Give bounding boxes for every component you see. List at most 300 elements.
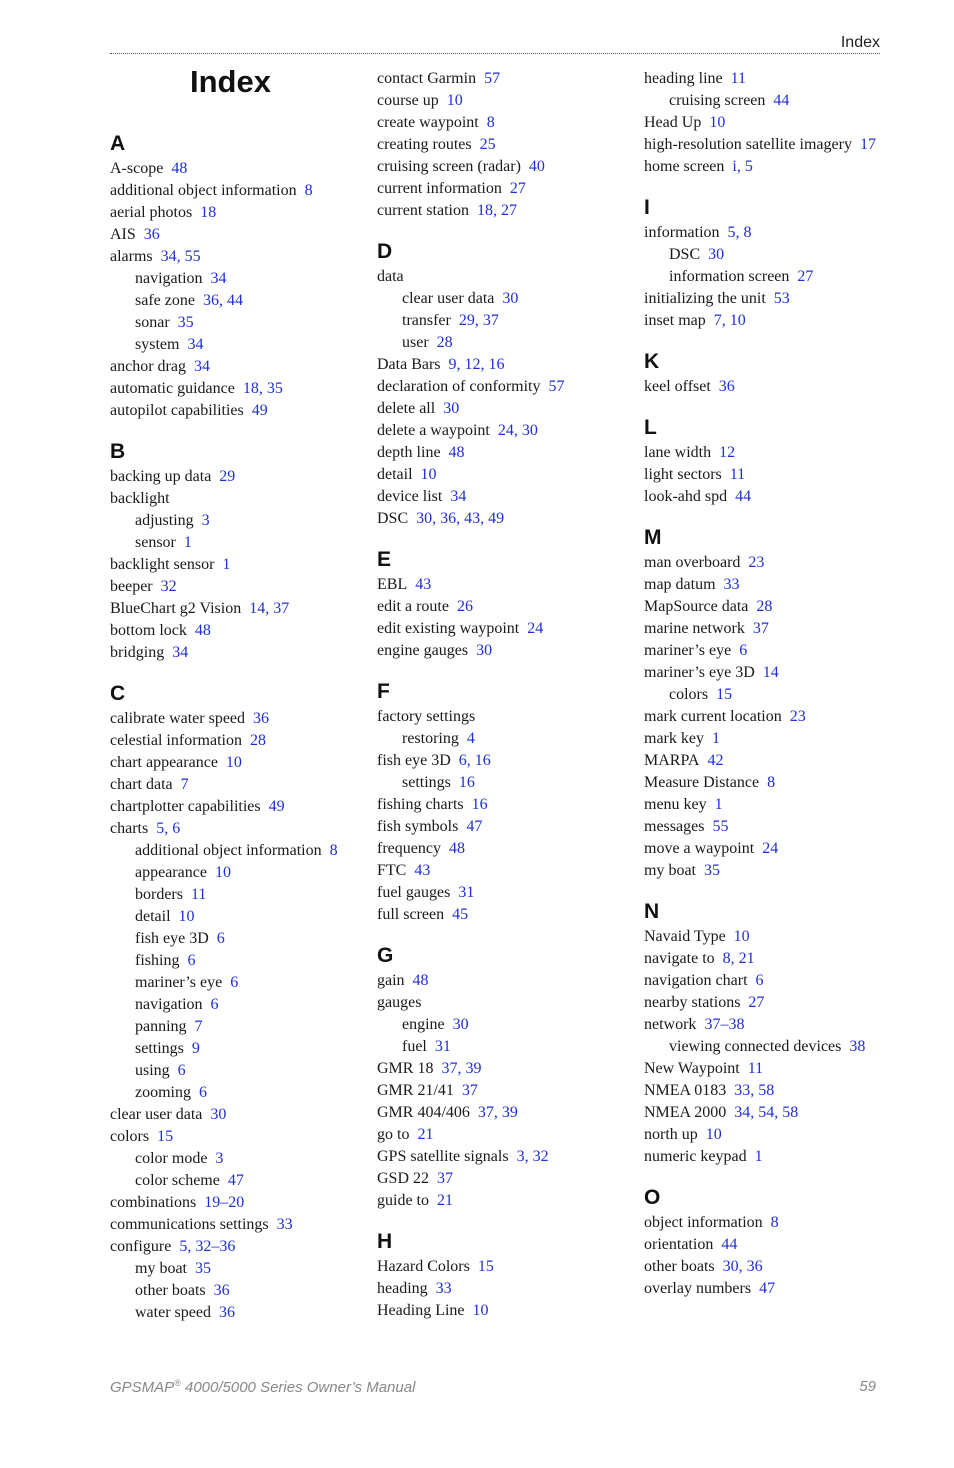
index-entry (377, 508, 637, 530)
page-reference-link[interactable]: 6 (230, 974, 239, 991)
page-reference-link[interactable]: 49 (251, 402, 268, 419)
page-reference-link[interactable]: 43 (415, 576, 432, 593)
index-entry (377, 794, 637, 816)
page-reference-link[interactable]: 3 (201, 512, 210, 529)
index-subentry (110, 994, 370, 1016)
index-entry (644, 948, 904, 970)
page-reference-link[interactable]: 29, 37 (458, 312, 499, 329)
page-reference-link[interactable]: 15 (716, 686, 733, 703)
index-entry (644, 156, 904, 178)
index-term: inset map (644, 312, 706, 329)
page-reference-link[interactable]: 48 (194, 622, 211, 639)
page-reference-link[interactable]: 8 (304, 182, 313, 199)
page-reference-link[interactable]: 10 (178, 908, 195, 925)
page-reference-link[interactable]: 33 (276, 1216, 293, 1233)
index-term: GMR 21/41 (377, 1082, 454, 1099)
page-reference-link[interactable]: 32 (160, 578, 177, 595)
index-entry (110, 818, 370, 840)
index-entry (110, 642, 370, 664)
page-reference-link[interactable]: 7 (194, 1018, 203, 1035)
index-subentry (377, 1036, 637, 1058)
page-reference-link[interactable]: 36 (718, 378, 735, 395)
page-reference-link[interactable]: 38 (849, 1038, 866, 1055)
page-reference-link[interactable]: 9 (191, 1040, 200, 1057)
index-term: celestial information (110, 732, 242, 749)
index-entry (377, 816, 637, 838)
page-reference-link[interactable]: 30, 36, 43, 49 (416, 510, 505, 527)
page-reference-link[interactable]: 1 (222, 556, 231, 573)
index-subentry (110, 1148, 370, 1170)
index-term: fuel (402, 1038, 427, 1055)
index-subentry (110, 510, 370, 532)
index-entry (110, 202, 370, 224)
page-reference-link[interactable]: 57 (484, 70, 501, 87)
index-entry (644, 1212, 904, 1234)
index-entry (377, 1300, 637, 1322)
index-entry (377, 1058, 637, 1080)
page-reference-link[interactable]: 1 (754, 1148, 763, 1165)
page-reference-link[interactable]: 42 (707, 752, 724, 769)
index-term: using (135, 1062, 170, 1079)
page-reference-link[interactable]: 5, 8 (727, 224, 752, 241)
index-entry (110, 1192, 370, 1214)
index-term: mariner’s eye (644, 642, 732, 659)
index-entry (110, 224, 370, 246)
page-reference-link[interactable]: 7, 10 (713, 312, 746, 329)
page-reference-link[interactable]: 10 (214, 864, 231, 881)
page-reference-link[interactable]: 11 (729, 466, 746, 483)
index-term: clear user data (110, 1106, 203, 1123)
page-reference-link[interactable]: 3 (215, 1150, 224, 1167)
section-letter: A (110, 132, 126, 155)
index-term: fishing (135, 952, 180, 969)
page-reference-link[interactable]: 16 (458, 774, 475, 791)
index-entry (644, 860, 904, 882)
index-entry (110, 752, 370, 774)
index-entry (377, 398, 637, 420)
index-entry (377, 992, 637, 1014)
index-term: NMEA 0183 (644, 1082, 727, 1099)
index-entry (377, 112, 637, 134)
index-term: cruising screen (radar) (377, 158, 521, 175)
index-term: bridging (110, 644, 165, 661)
index-term: lane width (644, 444, 712, 461)
page-reference-link[interactable]: 6 (739, 642, 748, 659)
page-reference-link[interactable]: 6 (177, 1062, 186, 1079)
page-reference-link[interactable]: 53 (773, 290, 790, 307)
page-reference-link[interactable]: 5, 6 (156, 820, 181, 837)
page-reference-link[interactable]: 30, 36 (722, 1258, 763, 1275)
page-reference-link[interactable]: 23 (789, 708, 806, 725)
page-reference-link[interactable]: 11 (730, 70, 747, 87)
index-subentry (377, 310, 637, 332)
running-header: Index (840, 34, 880, 51)
page-reference-link[interactable]: 30 (452, 1016, 469, 1033)
footer-manual-title (110, 1378, 415, 1396)
page-reference-link[interactable]: 14, 37 (249, 600, 290, 617)
index-term: cruising screen (669, 92, 766, 109)
index-term: automatic guidance (110, 380, 235, 397)
index-entry (377, 178, 637, 200)
page-reference-link[interactable]: 26 (456, 598, 473, 615)
index-entry (644, 662, 904, 684)
page-reference-link[interactable]: 18, 35 (242, 380, 283, 397)
page-reference-link[interactable]: 10 (420, 466, 437, 483)
index-term: other boats (644, 1258, 715, 1275)
index-section (644, 194, 904, 332)
page-reference-link[interactable]: 5, 32–36 (179, 1238, 236, 1255)
page-reference-link[interactable]: 10 (709, 114, 726, 131)
page-reference-link[interactable]: 8 (329, 842, 338, 859)
index-entry (644, 596, 904, 618)
index-subentry (644, 266, 904, 288)
page-reference-link[interactable]: 15 (157, 1128, 174, 1145)
page-reference-link[interactable]: 33, 58 (734, 1082, 775, 1099)
index-entry (644, 442, 904, 464)
page-reference-link[interactable]: 18, 27 (476, 202, 517, 219)
index-term: transfer (402, 312, 451, 329)
index-term: frequency (377, 840, 441, 857)
page-reference-link[interactable]: 47 (759, 1280, 776, 1297)
index-subentry (110, 1302, 370, 1324)
index-entry (377, 134, 637, 156)
index-section (110, 438, 370, 664)
section-letter: L (644, 416, 657, 439)
page-reference-link[interactable]: 24 (762, 840, 779, 857)
page-reference-link[interactable]: 47 (227, 1172, 244, 1189)
page-reference-link[interactable]: 1 (714, 796, 723, 813)
page-reference-link[interactable]: 6 (755, 972, 764, 989)
page-reference-link[interactable]: 27 (509, 180, 526, 197)
index-subentry (110, 290, 370, 312)
page-reference-link[interactable]: 33 (723, 576, 740, 593)
index-entry (644, 68, 904, 90)
section-letter: G (377, 944, 394, 967)
index-subentry (110, 1082, 370, 1104)
index-entry (644, 750, 904, 772)
index-entry (110, 1236, 370, 1258)
index-entry (110, 598, 370, 620)
page-reference-link[interactable]: 34, 54, 58 (734, 1104, 799, 1121)
page-reference-link[interactable]: 36 (213, 1282, 230, 1299)
page-reference-link[interactable]: 35 (704, 862, 720, 879)
index-entry (644, 552, 904, 574)
page-reference-link[interactable]: 21 (417, 1126, 434, 1143)
page-reference-link[interactable]: 44 (773, 92, 790, 109)
index-section (110, 680, 370, 1324)
section-letter: I (644, 196, 650, 219)
page-reference-link[interactable]: 8 (767, 774, 776, 791)
page-reference-link[interactable]: 45 (452, 906, 469, 923)
index-term: sonar (135, 314, 170, 331)
index-term: panning (135, 1018, 187, 1035)
page-reference-link[interactable]: 21 (437, 1192, 453, 1209)
index-entry (377, 596, 637, 618)
index-entry (377, 640, 637, 662)
page-reference-link[interactable]: 16 (471, 796, 488, 813)
index-term: settings (135, 1040, 184, 1057)
index-entry (110, 554, 370, 576)
page-reference-link[interactable]: 7 (180, 776, 189, 793)
page-reference-link[interactable]: 40 (528, 158, 545, 175)
index-term: additional object information (135, 842, 322, 859)
index-term: initializing the unit (644, 290, 766, 307)
page-reference-link[interactable]: 31 (458, 884, 475, 901)
page-reference-link[interactable]: 37, 39 (477, 1104, 518, 1121)
index-entry (377, 354, 637, 376)
page-reference-link[interactable]: 31 (434, 1038, 451, 1055)
page-reference-link[interactable]: 6 (199, 1084, 207, 1101)
index-entry (377, 882, 637, 904)
index-term: backlight (110, 490, 170, 507)
index-entry (644, 1124, 904, 1146)
page-reference-link[interactable]: 10 (225, 754, 242, 771)
page-reference-link[interactable]: 35 (195, 1260, 211, 1277)
section-letter: D (377, 240, 393, 263)
index-entry (377, 1102, 637, 1124)
index-term: water speed (135, 1304, 211, 1321)
index-subentry (377, 288, 637, 310)
index-section (110, 130, 370, 422)
page-reference-link[interactable]: 37–38 (704, 1016, 745, 1033)
index-term: network (644, 1016, 697, 1033)
index-entry (377, 750, 637, 772)
page-reference-link[interactable]: 8 (770, 1214, 779, 1231)
index-term: course up (377, 92, 439, 109)
index-section (377, 942, 637, 1212)
index-term: appearance (135, 864, 207, 881)
section-letter: N (644, 900, 660, 923)
index-entry (644, 1146, 904, 1168)
page-reference-link[interactable]: 34 (172, 644, 189, 661)
page-reference-link[interactable]: 35 (177, 314, 194, 331)
index-subentry (110, 1038, 370, 1060)
index-term: nearby stations (644, 994, 741, 1011)
page-reference-link[interactable]: 10 (446, 92, 463, 109)
index-term: information (644, 224, 720, 241)
index-section (644, 68, 904, 178)
index-term: chart data (110, 776, 173, 793)
page-reference-link[interactable]: 37 (752, 620, 769, 637)
page-reference-link[interactable]: 36 (143, 226, 160, 243)
page-reference-link[interactable]: 29 (219, 468, 236, 485)
page-reference-link[interactable]: 49 (268, 798, 285, 815)
section-letter: E (377, 548, 392, 571)
index-subentry (110, 950, 370, 972)
index-entry (377, 1168, 637, 1190)
index-entry (644, 310, 904, 332)
page-reference-link[interactable]: 33 (435, 1280, 452, 1297)
index-term: navigate to (644, 950, 715, 967)
index-term: current station (377, 202, 469, 219)
page-reference-link[interactable]: 36 (253, 710, 270, 727)
page-reference-link[interactable]: 48 (448, 444, 465, 461)
page-reference-link[interactable]: 19–20 (204, 1194, 245, 1211)
index-entry (110, 1104, 370, 1126)
index-term: mark current location (644, 708, 782, 725)
index-entry (377, 420, 637, 442)
page-reference-link[interactable]: i, 5 (732, 158, 753, 175)
page-reference-link[interactable]: 36, 44 (202, 292, 243, 309)
index-section (377, 68, 637, 222)
index-term: device list (377, 488, 443, 505)
index-subentry (110, 862, 370, 884)
index-subentry (110, 1060, 370, 1082)
page-reference-link[interactable]: 44 (721, 1236, 738, 1253)
page-reference-link[interactable]: 24, 30 (497, 422, 538, 439)
index-entry (644, 112, 904, 134)
index-entry (644, 376, 904, 398)
page-reference-link[interactable]: 30 (443, 400, 460, 417)
index-term: man overboard (644, 554, 741, 571)
index-entry (377, 860, 637, 882)
index-term: delete a waypoint (377, 422, 490, 439)
index-entry (644, 464, 904, 486)
index-section (644, 1184, 904, 1300)
index-entry (110, 378, 370, 400)
index-term: current information (377, 180, 502, 197)
index-entry (377, 68, 637, 90)
page-reference-link[interactable]: 44 (735, 488, 752, 505)
page-reference-link[interactable]: 23 (748, 554, 765, 571)
index-entry (644, 772, 904, 794)
page-reference-link[interactable]: 30 (210, 1106, 227, 1123)
page-reference-link[interactable]: 48 (448, 840, 465, 857)
index-term: adjusting (135, 512, 194, 529)
index-entry (377, 464, 637, 486)
page-reference-link[interactable]: 4 (466, 730, 475, 747)
page-reference-link[interactable]: 30 (476, 642, 493, 659)
index-entry (644, 970, 904, 992)
index-term: gauges (377, 994, 422, 1011)
index-entry (644, 1058, 904, 1080)
index-term: New Waypoint (644, 1060, 740, 1077)
index-term: go to (377, 1126, 410, 1143)
page-reference-link[interactable]: 10 (472, 1302, 489, 1319)
index-entry (377, 266, 637, 288)
footer-manual: 4000/5000 Series Owner’s Manual (180, 1379, 416, 1396)
page-reference-link[interactable]: 30 (708, 246, 725, 263)
index-entry (110, 400, 370, 422)
index-term: my boat (644, 862, 696, 879)
index-subentry (377, 1014, 637, 1036)
index-subentry (110, 532, 370, 554)
index-entry (110, 730, 370, 752)
index-entry (644, 1014, 904, 1036)
index-term: data (377, 268, 404, 285)
page-reference-link[interactable]: 24 (527, 620, 544, 637)
section-letter: C (110, 682, 126, 705)
page-reference-link[interactable]: 10 (705, 1126, 722, 1143)
page-reference-link[interactable]: 34 (210, 270, 227, 287)
index-term: gain (377, 972, 405, 989)
page-reference-link[interactable]: 55 (712, 818, 729, 835)
index-entry (110, 466, 370, 488)
index-entry (377, 618, 637, 640)
page-reference-link[interactable]: 1 (711, 730, 720, 747)
page-reference-link[interactable]: 11 (190, 886, 207, 903)
page-reference-link[interactable]: 6, 16 (458, 752, 491, 769)
index-term: look-ahd spd (644, 488, 728, 505)
index-term: move a waypoint (644, 840, 755, 857)
index-subentry (644, 684, 904, 706)
page-reference-link[interactable]: 6 (216, 930, 225, 947)
page-reference-link[interactable]: 1 (183, 534, 192, 551)
page-reference-link[interactable]: 48 (171, 160, 188, 177)
page-reference-link[interactable]: 12 (719, 444, 736, 461)
page-reference-link[interactable]: 27 (748, 994, 765, 1011)
page-reference-link[interactable]: 28 (249, 732, 266, 749)
index-term: borders (135, 886, 183, 903)
index-term: additional object information (110, 182, 297, 199)
page-reference-link[interactable]: 43 (414, 862, 431, 879)
page-reference-link[interactable]: 8 (486, 114, 495, 131)
index-term: full screen (377, 906, 445, 923)
index-entry (377, 1146, 637, 1168)
index-subentry (110, 972, 370, 994)
index-subentry (110, 268, 370, 290)
index-entry (644, 706, 904, 728)
page-reference-link[interactable]: 11 (747, 1060, 764, 1077)
page-reference-link[interactable]: 6 (187, 952, 196, 969)
page-reference-link[interactable]: 37 (437, 1170, 454, 1187)
page-reference-link[interactable]: 34, 55 (160, 248, 201, 265)
page-reference-link[interactable]: 3, 32 (516, 1148, 549, 1165)
index-term: declaration of conformity (377, 378, 541, 395)
page-reference-link[interactable]: 37, 39 (441, 1060, 482, 1077)
index-entry (644, 926, 904, 948)
index-term: delete all (377, 400, 436, 417)
index-term: light sectors (644, 466, 722, 483)
index-term: Heading Line (377, 1302, 465, 1319)
page-reference-link[interactable]: 28 (436, 334, 453, 351)
page-reference-link[interactable]: 18 (200, 204, 217, 221)
page-reference-link[interactable]: 25 (479, 136, 496, 153)
index-term: zooming (135, 1084, 191, 1101)
page-reference-link[interactable]: 8, 21 (722, 950, 755, 967)
index-entry (110, 774, 370, 796)
index-term: engine gauges (377, 642, 469, 659)
page-reference-link[interactable]: 36 (218, 1304, 235, 1321)
index-entry (644, 288, 904, 310)
index-term: edit a route (377, 598, 449, 615)
index-entry (377, 838, 637, 860)
page-reference-link[interactable]: 47 (466, 818, 483, 835)
page-reference-link[interactable]: 14 (762, 664, 779, 681)
index-subentry (110, 1258, 370, 1280)
page-reference-link[interactable]: 15 (477, 1258, 494, 1275)
page-reference-link[interactable]: 6 (210, 996, 219, 1013)
page-reference-link[interactable]: 28 (756, 598, 773, 615)
index-term: restoring (402, 730, 459, 747)
page-reference-link[interactable]: 9, 12, 16 (448, 356, 505, 373)
page-reference-link[interactable]: 17 (859, 136, 876, 153)
page-reference-link[interactable]: 34 (193, 358, 210, 375)
page-reference-link[interactable]: 10 (733, 928, 750, 945)
page-reference-link[interactable]: 37 (461, 1082, 478, 1099)
index-entry (377, 1256, 637, 1278)
index-entry (110, 180, 370, 202)
index-term: fish symbols (377, 818, 459, 835)
page-reference-link[interactable]: 57 (548, 378, 565, 395)
page-reference-link[interactable]: 27 (797, 268, 814, 285)
page-reference-link[interactable]: 30 (502, 290, 519, 307)
index-subentry (110, 1016, 370, 1038)
page-reference-link[interactable]: 48 (412, 972, 429, 989)
page-reference-link[interactable]: 34 (187, 336, 204, 353)
index-term: colors (669, 686, 709, 703)
page-reference-link[interactable]: 34 (450, 488, 467, 505)
